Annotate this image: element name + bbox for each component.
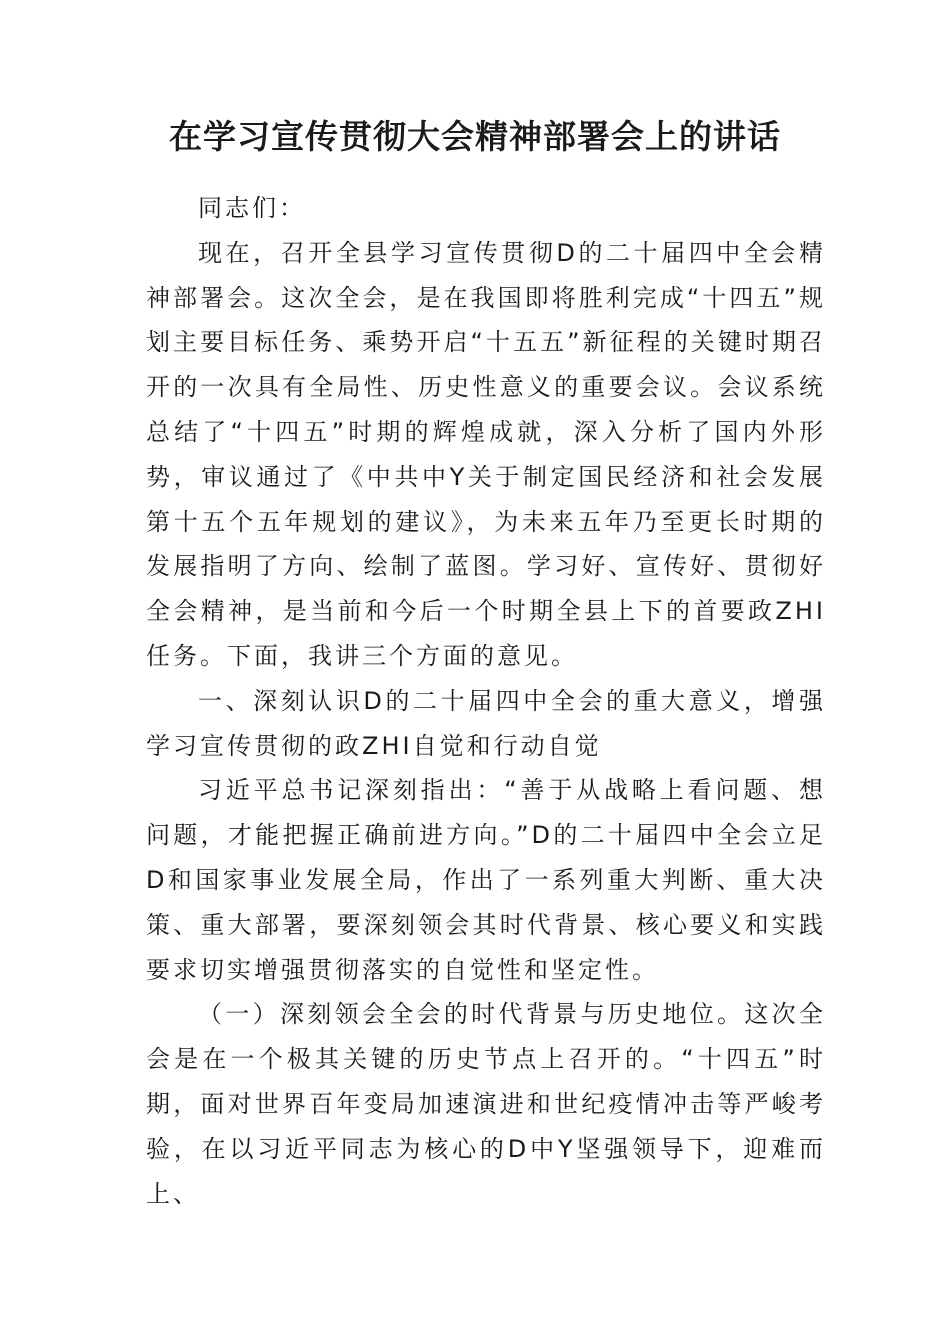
body-paragraph: 习近平总书记深刻指出：“善于从战略上看问题、想问题，才能把握正确前进方向。”D的二十届四中全会立足D和国家事业发展全局，作出了一系列重大判断、重大决策、重大部署，要深刻领会其时代背景、核心要义和实践要求切实增强贯彻落实的自觉性和坚定性。 <box>146 776 826 984</box>
document-body <box>146 186 826 1216</box>
intro-paragraph: 现在，召开全县学习宣传贯彻D的二十届四中全会精神部署会。这次全会，是在我国即将胜利完成“十四五”规划主要目标任务、乘势开启“十五五”新征程的关键时期召开的一次具有全局性、历史性意义的重要会议。会议系统总结了“十四五”时期的辉煌成就，深入分析了国内外形势，审议通过了《中共中Y关于制定国民经济和社会发展第十五个五年规划的建议》，为未来五年乃至更长时期的发展指明了方向、绘制了蓝图。学习好、宣传好、贯彻好全会精神，是当前和今后一个时期全县上下的首要政ZHI任务。下面，我讲三个方面的意见。 <box>146 238 826 670</box>
document-title: 在学习宣传贯彻大会精神部署会上的讲话 <box>169 117 781 156</box>
section-heading-1: 一、深刻认识D的二十届四中全会的重大意义，增强学习宣传贯彻的政ZHI自觉和行动自觉 <box>146 686 826 760</box>
salutation-paragraph: 同志们： <box>198 194 306 222</box>
subsection-paragraph-1: （一）深刻领会全会的时代背景与历史地位。这次全会是在一个极其关键的历史节点上召开的。“十四五”时期，面对世界百年变局加速演进和世纪疫情冲击等严峻考验，在以习近平同志为核心的D中Y坚强领导下，迎难而上、 <box>146 1000 826 1208</box>
